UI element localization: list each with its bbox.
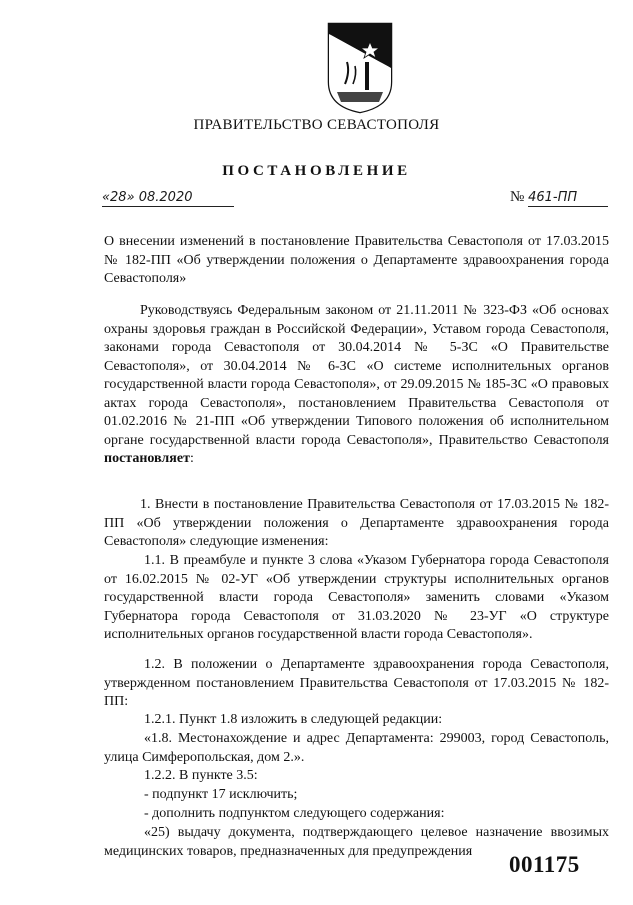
- page-code: 001175: [509, 852, 580, 877]
- document-number: [510, 189, 577, 206]
- sevastopol-emblem-icon: [325, 22, 395, 114]
- item-1-1: 1.1. В преамбуле и пункте 3 слова «Указом Губернатора города Севастополя от 16.02.2015 № 02-УГ «Об утверждении структуры исполнительных органов государственной власти города Севастополя» заменить словами «Указом Губернатора города Севастополя от 31.03.2020 № 23-УГ «О структуре исполнительных органов государственной власти города Севастополя».: [104, 553, 609, 642]
- preamble: [104, 302, 609, 469]
- number-sign: №: [510, 189, 525, 205]
- item-1: 1. Внести в постановление Правительства Севастополя от 17.03.2015 № 182-ПП «Об утверждении положения о Департаменте здравоохранения города Севастополя» следующие изменения:: [104, 497, 609, 549]
- preamble-decree-word: постановляет: [104, 451, 190, 466]
- preamble-text: Руководствуясь Федеральным законом от 21.11.2011 № 323-ФЗ «Об основах охраны здоровья граждан в Российской Федерации», Уставом города Севастополя, законами города Севастополя от 30.04.2014 № 5-ЗС «О Правительстве Севастополя», от 30.04.2014 № 6-ЗС «О системе исполнительных органов государственной власти города Севастополя», от 29.09.2015 № 185-ЗС «О правовых актах города Севастополя», постановлением Правительства Севастополя от 01.02.2016 № 21-ПП «Об утверждении Типового положения об исполнительном органе государственной власти города Севастополя», Правительство Севастополя: [104, 303, 609, 448]
- item-25-quote: «25) выдачу документа, подтверждающего целевое назначение ввозимых медицинских товаров, предназначенных для предупреждения: [104, 825, 609, 859]
- preamble-colon: :: [189, 451, 194, 466]
- number-underline: [528, 206, 608, 207]
- dash-item-1: - подпункт 17 исключить;: [144, 787, 298, 802]
- dash-item-2: - дополнить подпунктом следующего содержания:: [144, 806, 445, 821]
- document-title: О внесении изменений в постановление Правительства Севастополя от 17.03.2015 № 182-ПП «Об утверждении положения о Департаменте здравоохранения города Севастополя»: [104, 234, 609, 286]
- government-name: ПРАВИТЕЛЬСТВО СЕВАСТОПОЛЯ: [193, 117, 440, 133]
- date-month-year: » 08.2020: [126, 190, 193, 205]
- item-1-8-quote: «1.8. Местонахождение и адрес Департамента: 299003, город Севастополь, улица Симферопольская, дом 2.».: [104, 731, 609, 765]
- date-open-quote: «: [102, 190, 111, 205]
- item-1-2: 1.2. В положении о Департаменте здравоохранения города Севастополя, утвержденном постановлением Правительства Севастополя от 17.03.2015 № 182-ПП:: [104, 657, 609, 709]
- number-value: 461-ПП: [528, 190, 578, 205]
- item-1-2-1: 1.2.1. Пункт 1.8 изложить в следующей редакции:: [144, 712, 443, 727]
- date-underline: [102, 206, 234, 207]
- document-type-title: ПОСТАНОВЛЕНИЕ: [222, 163, 411, 179]
- date-day: 28: [110, 190, 127, 205]
- item-1-2-2: 1.2.2. В пункте 3.5:: [144, 768, 258, 783]
